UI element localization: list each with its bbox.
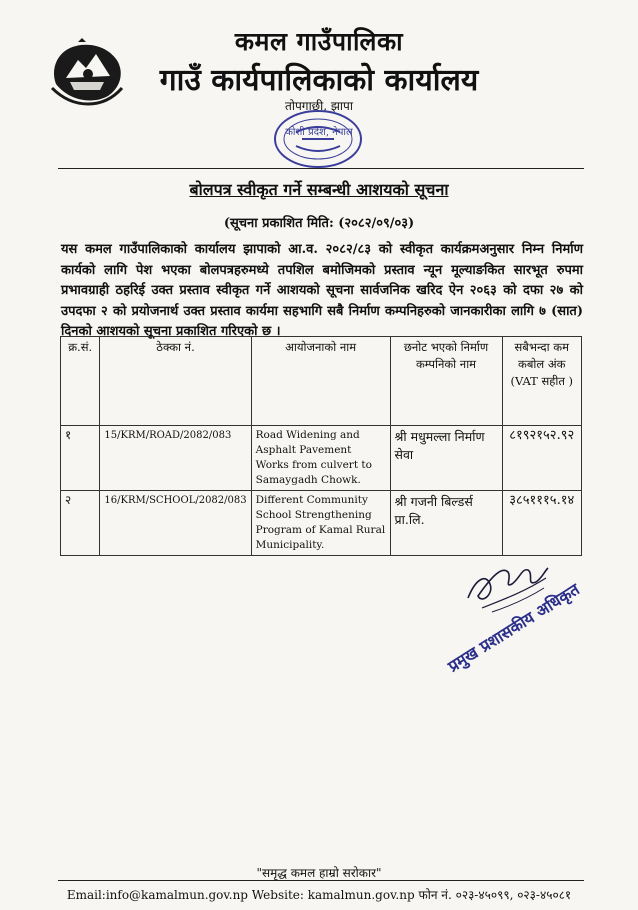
publication-date: (सूचना प्रकाशित मिति: (२०८२/०९/०३) [223,216,415,231]
cell-bid-amount: ३८५१११५.१४ [502,491,582,556]
table-row [61,426,582,491]
office-name: गाउँ कार्यपालिकाको कार्यालय [159,63,479,98]
cell-company-name: श्री गजनी बिल्डर्स प्रा.लि. [390,491,502,556]
municipality-name: कमल गाउँपालिका [234,27,404,56]
notice-title-text: बोलपत्र स्वीकृत गर्ने सम्बन्धी आशयको सूचना [189,180,449,199]
cell-project-name: Road Widening and Asphalt Pavement Works from culvert to Samaygadh Chowk. [251,426,390,491]
notice-title [0,178,638,200]
cell-project-name: Different Community School Strengthening Program of Kamal Rural Municipality. [251,491,390,556]
cell-sn: १ [61,426,100,491]
cell-company-name: श्री मधुमल्ला निर्माण सेवा [390,426,502,491]
province-line: कोशी प्रदेश, नेपाल [285,127,353,138]
header-lowest-bid: सबैभन्दा कम कबोल अंक (VAT सहीत ) [502,337,582,426]
cell-contract-no: 15/KRM/ROAD/2082/083 [100,426,251,491]
office-address: तोपगाछी, झापा [285,99,353,113]
officer-seal-text: प्रमुख प्रशासकीय अधिकृत [444,579,583,676]
header-company-name: छनोट भएको निर्माण कम्पनिको नाम [390,337,502,426]
notice-paragraph: यस कमल गाउँपालिकाको कार्यालय झापाको आ.व. २०८२/८३ को स्वीकृत कार्यक्रमअनुसार निम्न निर्माण कार्यको लागि पेश भएका बोलपत्रहरुमध्ये तपशिल बमोजिमको प्रस्ताव न्यून मूल्याङकित सारभूत रुपमा प्रभावग्राही ठहरिई उक्त प्रस्ताव स्वीकृत गर्ने आशयको सूचना सार्वजनिक खरिद ऐन २०६३ को दफा २७ को उपदफा २ को प्रयोजनार्थ उक्त प्रस्ताव कार्यमा सहभागि सबै निर्माण कम्पनिहरुको जानकारीका लागि ७ (सात) दिनको आशयको सूचना प्रकाशित गरिएको छ । [61,242,583,340]
footer-contact: Email:info@kamalmun.gov.np Website: kamalmun.gov.np फोन नं. ०२३-४५०९९, ०२३-४५०८१ [66,888,572,902]
award-table [60,336,582,556]
cell-sn: २ [61,491,100,556]
office-stamp-icon [272,108,364,170]
header-sn: क्र.सं. [61,337,100,426]
header-project-name: आयोजनाको नाम [251,337,390,426]
table-header-row [61,337,582,426]
table-row [61,491,582,556]
cell-contract-no: 16/KRM/SCHOOL/2082/083 [100,491,251,556]
footer-motto: "समृद्ध कमल हाम्रो सरोकार" [256,866,382,880]
header-rule [58,168,584,169]
header-contract-no: ठेक्का नं. [100,337,251,426]
cell-bid-amount: ८१९२१५२.९२ [502,426,582,491]
